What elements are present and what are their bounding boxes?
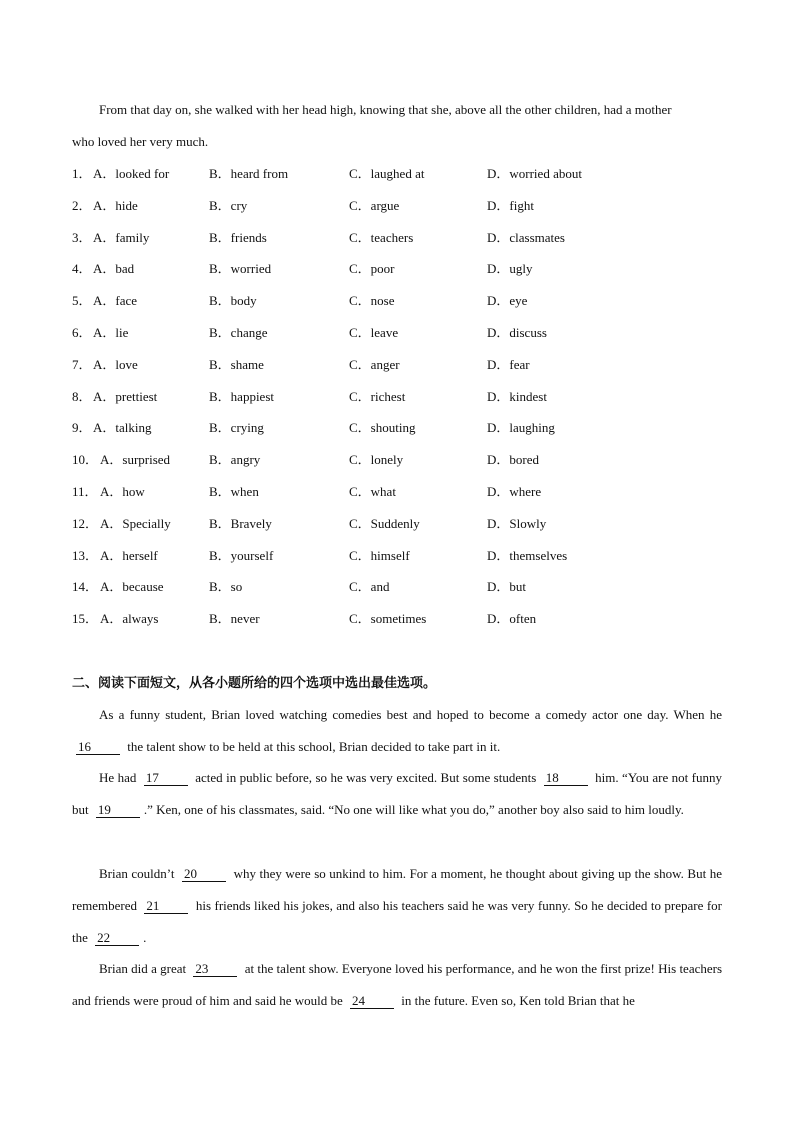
- question-number: 12．: [72, 516, 99, 531]
- option-b: B．so: [209, 579, 243, 594]
- option-d: D．but: [487, 579, 527, 594]
- question-row-5: [72, 291, 722, 311]
- intro-paragraph: [72, 94, 722, 158]
- option-c: C．nose: [349, 293, 395, 308]
- passage-paragraph-3: Brian couldn’t 20 why they were so unkind to him. For a moment, he thought about giving up the show. But he remembered 21 his friends liked his jokes, and also his teachers said he was very funny. So he decided to prepare for the 22 .: [72, 866, 722, 945]
- option-b: B．heard from: [209, 166, 289, 181]
- option-d: D．where: [487, 484, 542, 499]
- option-b: B．yourself: [209, 548, 274, 563]
- option-c: C．what: [349, 484, 396, 499]
- question-number: 15．: [72, 611, 99, 626]
- option-a: A．bad: [93, 261, 135, 276]
- question-number: 4．: [72, 261, 92, 276]
- question-row-2: [72, 196, 722, 216]
- blank-19: 19: [96, 802, 140, 818]
- option-a: A．hide: [93, 198, 138, 213]
- option-d: D．fight: [487, 198, 534, 213]
- question-row-8: [72, 387, 722, 407]
- option-b: B．happiest: [209, 389, 274, 404]
- question-row-13: [72, 546, 722, 566]
- question-row-4: [72, 259, 722, 279]
- blank-24: 24: [350, 993, 394, 1009]
- intro-line-1: From that day on, she walked with her head high, knowing that she, above all the other children, had a mother: [99, 102, 672, 117]
- option-a: A．how: [100, 484, 145, 499]
- option-d: D．laughing: [487, 420, 555, 435]
- question-row-6: [72, 323, 722, 343]
- option-b: B．body: [209, 293, 257, 308]
- option-c: C．leave: [349, 325, 399, 340]
- question-row-1: [72, 164, 722, 184]
- option-c: C．teachers: [349, 230, 414, 245]
- question-number: 2．: [72, 198, 92, 213]
- question-number: 10．: [72, 452, 99, 467]
- option-d: D．ugly: [487, 261, 533, 276]
- option-c: C．laughed at: [349, 166, 425, 181]
- blank-23: 23: [193, 961, 237, 977]
- option-d: D．bored: [487, 452, 539, 467]
- passage-paragraph-2: He had 17 acted in public before, so he was very excited. But some students 18 him. “You are not funny but 19 .” Ken, one of his classmates, said. “No one will like what you do,” another boy also said to him loudly.: [72, 770, 723, 817]
- question-row-10: [72, 450, 722, 470]
- question-number: 1．: [72, 166, 92, 181]
- option-b: B．change: [209, 325, 268, 340]
- option-c: C．sometimes: [349, 611, 427, 626]
- option-d: D．discuss: [487, 325, 547, 340]
- option-a: A．love: [93, 357, 138, 372]
- option-a: A．lie: [93, 325, 129, 340]
- option-a: A．because: [100, 579, 164, 594]
- blank-17: 17: [144, 770, 188, 786]
- option-d: D．kindest: [487, 389, 547, 404]
- option-a: A．surprised: [100, 452, 171, 467]
- blank-20: 20: [182, 866, 226, 882]
- option-a: A．prettiest: [93, 389, 158, 404]
- question-number: 7．: [72, 357, 92, 372]
- option-c: C．shouting: [349, 420, 416, 435]
- question-number: 3．: [72, 230, 92, 245]
- option-c: C．richest: [349, 389, 406, 404]
- option-c: C．poor: [349, 261, 395, 276]
- option-a: A．Specially: [100, 516, 171, 531]
- option-c: C．anger: [349, 357, 400, 372]
- question-row-12: [72, 514, 722, 534]
- option-a: A．always: [100, 611, 159, 626]
- option-d: D．Slowly: [487, 516, 547, 531]
- intro-line-2: who loved her very much.: [72, 134, 209, 149]
- option-b: B．when: [209, 484, 259, 499]
- option-a: A．talking: [93, 420, 152, 435]
- question-number: 9．: [72, 420, 92, 435]
- option-a: A．herself: [100, 548, 158, 563]
- blank-16: 16: [76, 739, 120, 755]
- option-b: B．shame: [209, 357, 264, 372]
- question-row-14: [72, 577, 722, 597]
- question-number: 14．: [72, 579, 99, 594]
- section-heading: 二、阅读下面短文，从各小题所给的四个选项中选出最佳选项。: [72, 676, 437, 691]
- question-row-15: [72, 609, 722, 629]
- option-d: D．fear: [487, 357, 530, 372]
- option-c: C．lonely: [349, 452, 404, 467]
- passage-paragraph-4: Brian did a great 23 at the talent show. Everyone loved his performance, and he won the first prize! His teachers and friends were proud of him and said he would be 24 in the future. Even so, Ken told Brian that he: [72, 961, 723, 1008]
- option-d: D．eye: [487, 293, 528, 308]
- question-number: 8．: [72, 389, 92, 404]
- question-row-11: [72, 482, 722, 502]
- option-d: D．themselves: [487, 548, 568, 563]
- option-b: B．Bravely: [209, 516, 272, 531]
- option-b: B．crying: [209, 420, 264, 435]
- question-row-9: [72, 418, 722, 438]
- option-a: A．looked for: [93, 166, 170, 181]
- option-d: D．classmates: [487, 230, 565, 245]
- option-b: B．friends: [209, 230, 267, 245]
- question-row-3: [72, 228, 722, 248]
- option-b: B．angry: [209, 452, 261, 467]
- question-number: 11．: [72, 484, 98, 499]
- option-c: C．argue: [349, 198, 400, 213]
- passage-paragraph-1: As a funny student, Brian loved watching comedies best and hoped to become a comedy actor one day. When he 16 the talent show to be held at this school, Brian decided to take part in it.: [78, 707, 722, 754]
- blank-18: 18: [544, 770, 588, 786]
- option-c: C．Suddenly: [349, 516, 420, 531]
- question-row-7: [72, 355, 722, 375]
- option-b: B．worried: [209, 261, 272, 276]
- option-d: D．often: [487, 611, 537, 626]
- option-c: C．himself: [349, 548, 410, 563]
- option-b: B．never: [209, 611, 260, 626]
- option-d: D．worried about: [487, 166, 582, 181]
- blank-22: 22: [95, 930, 139, 946]
- question-number: 13．: [72, 548, 99, 563]
- option-c: C．and: [349, 579, 390, 594]
- blank-21: 21: [144, 898, 188, 914]
- option-b: B．cry: [209, 198, 248, 213]
- question-number: 5．: [72, 293, 92, 308]
- option-a: A．face: [93, 293, 138, 308]
- question-number: 6．: [72, 325, 92, 340]
- option-a: A．family: [93, 230, 150, 245]
